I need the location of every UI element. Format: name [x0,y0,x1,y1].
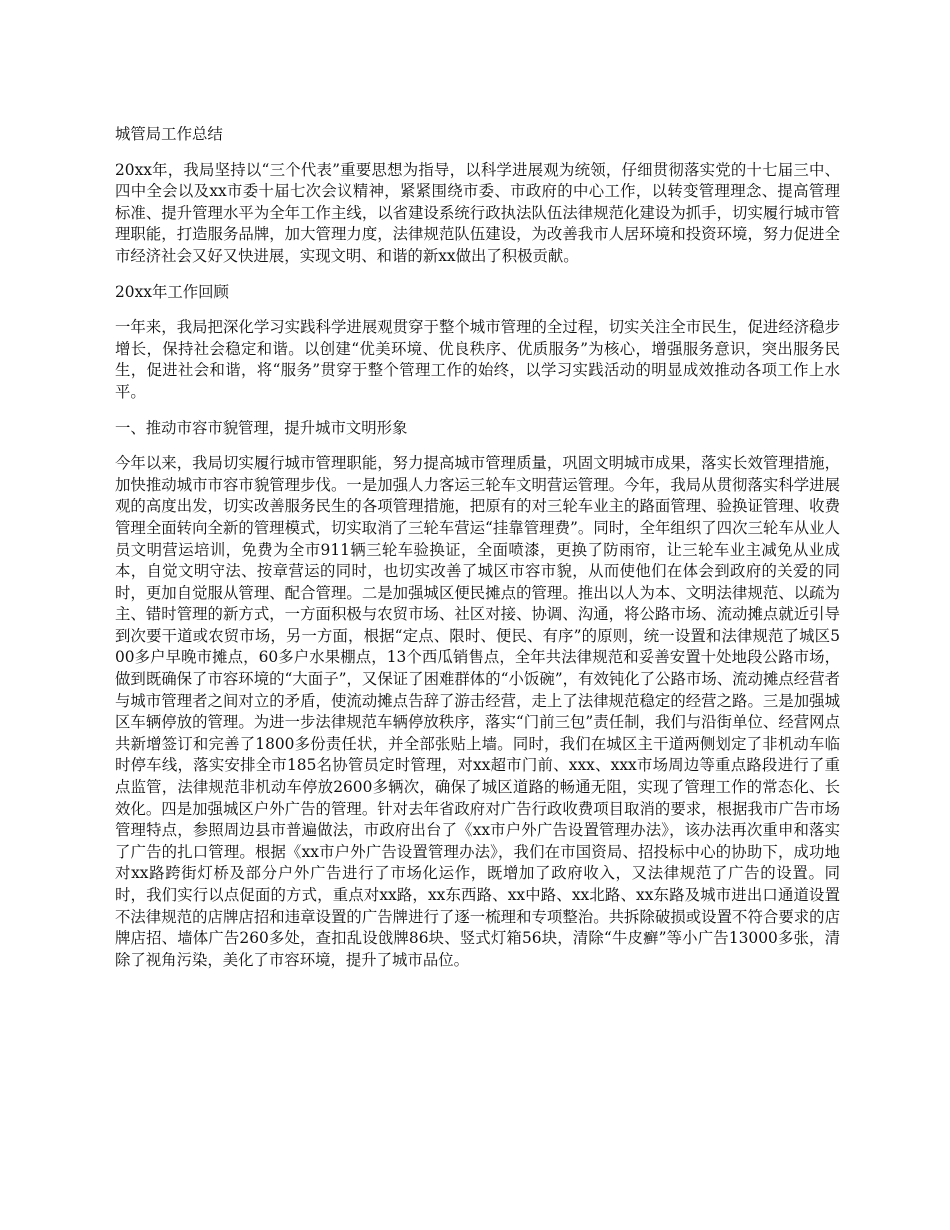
section-one-heading: 一、推动市容市貌管理，提升城市文明形象 [115,418,408,437]
document-title: 城管局工作总结 [115,125,223,143]
review-paragraph: 一年来，我局把深化学习实践科学进展观贯穿于整个城市管理的全过程，切实关注全市民生，促进经济稳步增长，保持社会稳定和谐。以创建“优美环境、优良秩序、优质服务”为核心，增强服务意识，突出服务民生，促进社会和谐，将“服务”贯穿于整个管理工作的始终，以学习实践活动的明显成效推动各项工作上水平。 [115,318,840,401]
section-one-paragraph: 今年以来，我局切实履行城市管理职能，努力提高城市管理质量，巩固文明城市成果，落实长效管理措施，加快推动城市市容市貌管理步伐。一是加强人力客运三轮车文明营运管理。今年，我局从贯彻落实科学进展观的高度出发，切实改善服务民生的各项管理措施，把原有的对三轮车业主的路面管理、验换证管理、收费管理全面转向全新的管理模式，切实取消了三轮车营运“挂靠管理费”。同时，全年组织了四次三轮车从业人员文明营运培训，免费为全市911辆三轮车验换证，全面喷漆，更换了防雨帘，让三轮车业主减免从业成本，自觉文明守法、按章营运的同时，也切实改善了城区市容市貌，从而使他们在体会到政府的关爱的同时，更加自觉服从管理、配合管理。二是加强城区便民摊点的管理。推出以人为本、文明法律规范、以疏为主、错时管理的新方式，一方面积极与农贸市场、社区对接、协调、沟通，将公路市场、流动摊点就近引导到次要干道或农贸市场，另一方面，根据“定点、限时、便民、有序”的原则，统一设置和法律规范了城区500多户早晚市摊点，60多户水果棚点，13个西瓜销售点，全年共法律规范和妥善安置十处地段公路市场，做到既确保了市容环境的“大面子”，又保证了困难群体的“小饭碗”，有效钝化了公路市场、流动摊点经营者与城市管理者之间对立的矛盾，使流动摊点告辞了游击经营，走上了法律规范稳定的经营之路。三是加强城区车辆停放的管理。为进一步法律规范车辆停放秩序，落实“门前三包”责任制，我们与沿街单位、经营网点共新增签订和完善了1800多份责任状，并全部张贴上墙。同时，我们在城区主干道两侧划定了非机动车临时停车线，落实安排全市185名协管员定时管理，对xx超市门前、xxx、xxx市场周边等重点路段进行了重点监管，法律规范非机动车停放2600多辆次，确保了城区道路的畅通无阻，实现了管理工作的常态化、长效化。四是加强城区户外广告的管理。针对去年省政府对广告行政收费项目取消的要求，根据我市广告市场管理特点，参照周边县市普遍做法，市政府出台了《xx市户外广告设置管理办法》，该办法再次重申和落实了广告的扎口管理。根据《xx市户外广告设置管理办法》，我们在市国资局、招投标中心的协助下，成功地对xx路跨街灯桥及部分户外广告进行了市场化运作，既增加了政府收入，又法律规范了广告的设置。同时，我们实行以点促面的方式，重点对xx路，xx东西路、xx中路、xx北路、xx东路及城市进出口通道设置不法律规范的店牌店招和违章设置的广告牌进行了逐一梳理和专项整治。共拆除破损或设置不符合要求的店牌店招、墙体广告260多处，查扣乱设戗牌86块、竖式灯箱56块，清除“牛皮癣”等小广告13000多张，清除了视角污染，美化了市容环境，提升了城市品位。 [115,454,840,969]
document-page [115,124,840,985]
intro-paragraph: 20xx年，我局坚持以“三个代表”重要思想为指导，以科学进展观为统领，仔细贯彻落实党的十七届三中、四中全会以及xx市委十届七次会议精神，紧紧围绕市委、市政府的中心工作，以转变管理理念、提高管理标准、提升管理水平为全年工作主线，以省建设系统行政执法队伍法律规范化建设为抓手，切实履行城市管理职能，打造服务品牌，加大管理力度，法律规范队伍建设，为改善我市人居环境和投资环境，努力促进全市经济社会又好又快进展，实现文明、和谐的新xx做出了积极贡献。 [115,160,840,265]
section-review-heading: 20xx年工作回顾 [115,282,229,301]
